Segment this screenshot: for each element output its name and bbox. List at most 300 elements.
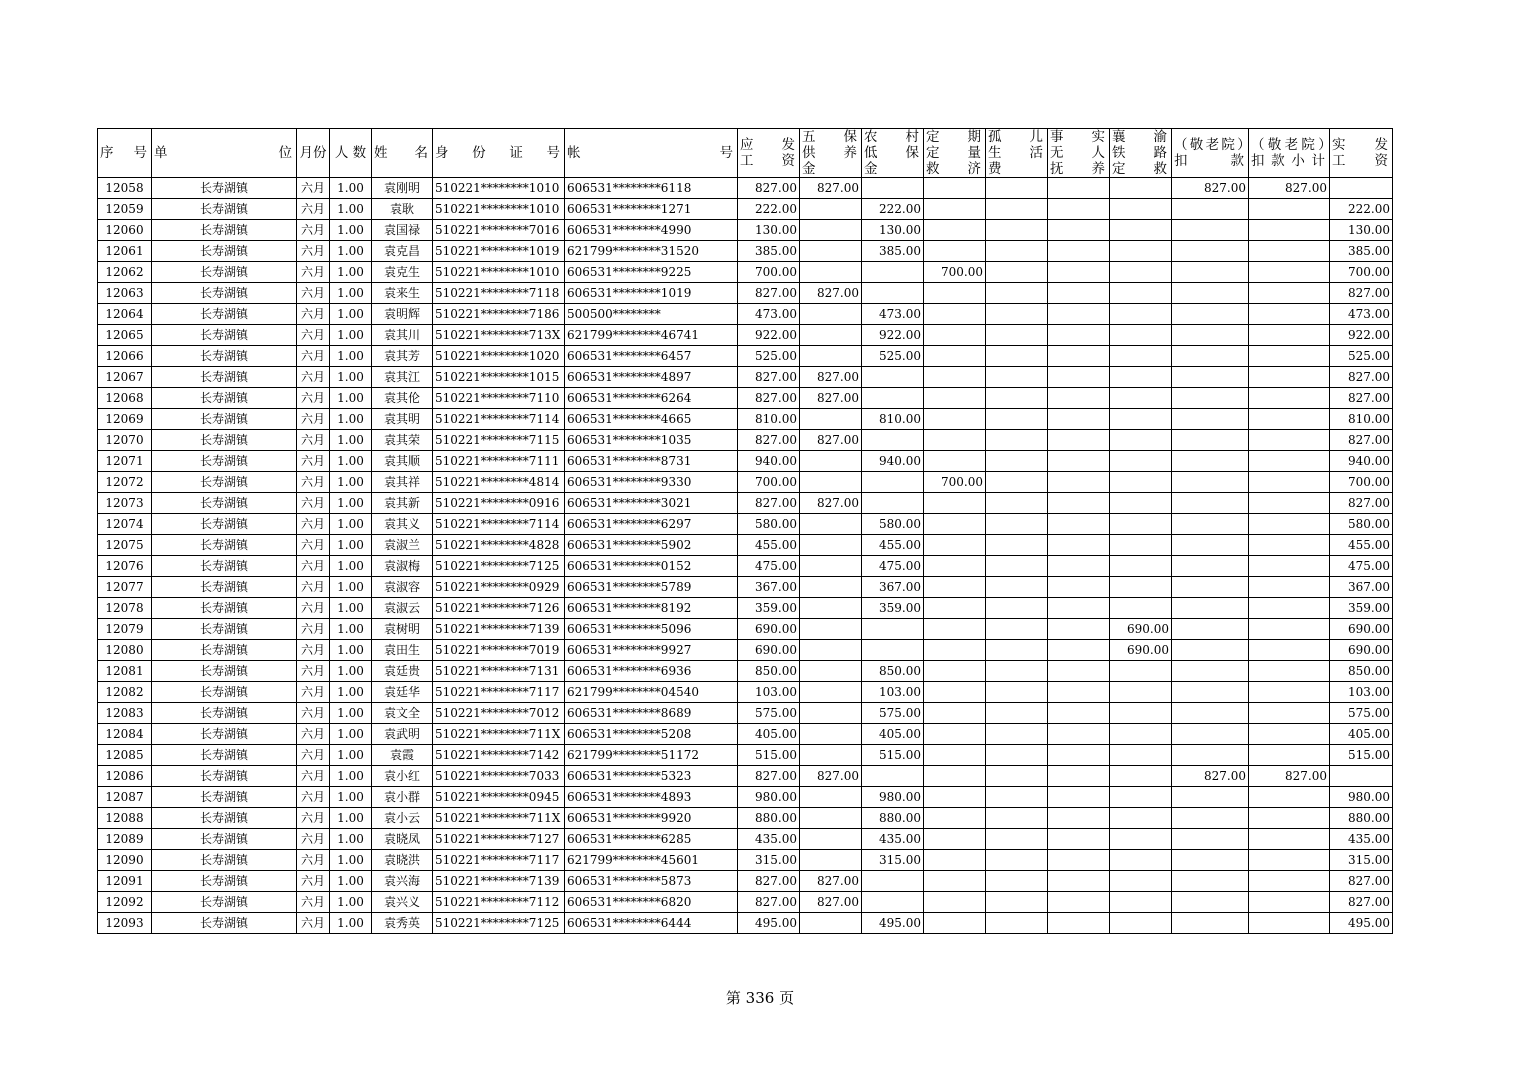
cell-nursing-home-deduction-subtotal [1249,640,1330,661]
cell-net-pay: 827.00 [1330,367,1393,388]
cell-rural-dibao: 473.00 [862,304,924,325]
header-xiangyu-railway-relief: 襄 渝 铁 路 定 救 [1110,129,1172,178]
cell-gross-pay: 827.00 [738,283,800,304]
table-row [98,220,1393,241]
cell-five-guarantee [800,577,862,598]
cell-five-guarantee [800,325,862,346]
cell-seq: 12075 [98,535,152,556]
cell-id-number: 510221********7118 [433,283,565,304]
cell-rural-dibao [862,262,924,283]
cell-xiangyu-railway-relief [1110,724,1172,745]
cell-month: 六月 [297,703,330,724]
table-row [98,787,1393,808]
cell-xiangyu-railway-relief [1110,787,1172,808]
cell-month: 六月 [297,178,330,199]
cell-fixed-relief [924,451,986,472]
cell-seq: 12066 [98,346,152,367]
cell-nursing-home-deduction [1172,388,1249,409]
cell-seq: 12092 [98,892,152,913]
cell-fixed-relief [924,388,986,409]
cell-count: 1.00 [330,661,372,682]
cell-unit: 长寿湖镇 [152,346,297,367]
header-name: 姓 名 [372,129,433,178]
cell-id-number: 510221********1010 [433,178,565,199]
cell-count: 1.00 [330,325,372,346]
cell-seq: 12082 [98,682,152,703]
cell-orphan-living [986,829,1048,850]
cell-account: 606531********6936 [565,661,738,682]
cell-id-number: 510221********7019 [433,640,565,661]
cell-five-guarantee [800,409,862,430]
cell-de-facto-unsupported [1048,283,1110,304]
cell-de-facto-unsupported [1048,514,1110,535]
cell-de-facto-unsupported [1048,556,1110,577]
cell-name: 袁其顺 [372,451,433,472]
cell-month: 六月 [297,262,330,283]
cell-month: 六月 [297,892,330,913]
cell-orphan-living [986,850,1048,871]
cell-gross-pay: 922.00 [738,325,800,346]
cell-nursing-home-deduction [1172,514,1249,535]
cell-five-guarantee: 827.00 [800,367,862,388]
cell-gross-pay: 515.00 [738,745,800,766]
cell-orphan-living [986,325,1048,346]
cell-xiangyu-railway-relief [1110,178,1172,199]
cell-orphan-living [986,430,1048,451]
cell-id-number: 510221********1019 [433,241,565,262]
cell-month: 六月 [297,871,330,892]
cell-account: 606531********6297 [565,514,738,535]
cell-de-facto-unsupported [1048,787,1110,808]
cell-id-number: 510221********1020 [433,346,565,367]
cell-month: 六月 [297,598,330,619]
cell-orphan-living [986,766,1048,787]
cell-month: 六月 [297,472,330,493]
cell-nursing-home-deduction-subtotal: 827.00 [1249,178,1330,199]
cell-name: 袁兴义 [372,892,433,913]
cell-unit: 长寿湖镇 [152,262,297,283]
header-orphan-living: 孤 儿 生 活 费 [986,129,1048,178]
cell-xiangyu-railway-relief: 690.00 [1110,619,1172,640]
table-row [98,871,1393,892]
cell-nursing-home-deduction [1172,535,1249,556]
cell-unit: 长寿湖镇 [152,703,297,724]
cell-orphan-living [986,283,1048,304]
cell-net-pay: 580.00 [1330,514,1393,535]
header-nursing-home-deduction: （敬老院）扣 款 [1172,129,1249,178]
cell-account: 606531********4665 [565,409,738,430]
cell-name: 袁田生 [372,640,433,661]
cell-name: 袁其义 [372,514,433,535]
cell-seq: 12093 [98,913,152,934]
cell-xiangyu-railway-relief [1110,514,1172,535]
cell-nursing-home-deduction [1172,577,1249,598]
cell-de-facto-unsupported [1048,262,1110,283]
cell-de-facto-unsupported [1048,430,1110,451]
cell-name: 袁国禄 [372,220,433,241]
cell-five-guarantee [800,850,862,871]
cell-count: 1.00 [330,304,372,325]
cell-unit: 长寿湖镇 [152,577,297,598]
cell-account: 621799********51172 [565,745,738,766]
cell-fixed-relief [924,220,986,241]
cell-five-guarantee [800,304,862,325]
cell-xiangyu-railway-relief [1110,493,1172,514]
table-row [98,535,1393,556]
cell-gross-pay: 475.00 [738,556,800,577]
cell-fixed-relief [924,367,986,388]
cell-fixed-relief [924,430,986,451]
cell-five-guarantee [800,808,862,829]
cell-count: 1.00 [330,892,372,913]
cell-seq: 12083 [98,703,152,724]
cell-nursing-home-deduction-subtotal [1249,808,1330,829]
cell-net-pay: 827.00 [1330,892,1393,913]
cell-count: 1.00 [330,430,372,451]
cell-orphan-living [986,682,1048,703]
cell-nursing-home-deduction-subtotal [1249,892,1330,913]
cell-name: 袁小云 [372,808,433,829]
cell-xiangyu-railway-relief [1110,451,1172,472]
cell-month: 六月 [297,829,330,850]
header-de-facto-unsupported: 事 实 无 人 抚 养 [1048,129,1110,178]
cell-count: 1.00 [330,577,372,598]
cell-five-guarantee [800,535,862,556]
cell-de-facto-unsupported [1048,598,1110,619]
cell-nursing-home-deduction-subtotal [1249,514,1330,535]
cell-nursing-home-deduction-subtotal [1249,787,1330,808]
cell-nursing-home-deduction [1172,640,1249,661]
cell-gross-pay: 827.00 [738,892,800,913]
cell-de-facto-unsupported [1048,367,1110,388]
cell-seq: 12058 [98,178,152,199]
cell-month: 六月 [297,682,330,703]
cell-nursing-home-deduction [1172,409,1249,430]
cell-xiangyu-railway-relief [1110,283,1172,304]
cell-unit: 长寿湖镇 [152,640,297,661]
cell-nursing-home-deduction [1172,850,1249,871]
cell-seq: 12089 [98,829,152,850]
cell-name: 袁耿 [372,199,433,220]
table-row [98,640,1393,661]
cell-id-number: 510221********711X [433,808,565,829]
cell-xiangyu-railway-relief [1110,871,1172,892]
cell-xiangyu-railway-relief [1110,367,1172,388]
cell-net-pay: 525.00 [1330,346,1393,367]
cell-id-number: 510221********7125 [433,913,565,934]
cell-count: 1.00 [330,766,372,787]
cell-name: 袁其川 [372,325,433,346]
cell-de-facto-unsupported [1048,535,1110,556]
cell-five-guarantee [800,451,862,472]
cell-de-facto-unsupported [1048,346,1110,367]
cell-month: 六月 [297,430,330,451]
cell-nursing-home-deduction-subtotal [1249,871,1330,892]
cell-month: 六月 [297,808,330,829]
cell-xiangyu-railway-relief [1110,703,1172,724]
table-row [98,703,1393,724]
cell-unit: 长寿湖镇 [152,430,297,451]
cell-seq: 12090 [98,850,152,871]
cell-fixed-relief [924,829,986,850]
cell-xiangyu-railway-relief [1110,535,1172,556]
cell-de-facto-unsupported [1048,913,1110,934]
cell-gross-pay: 575.00 [738,703,800,724]
cell-seq: 12077 [98,577,152,598]
cell-id-number: 510221********7139 [433,619,565,640]
cell-gross-pay: 827.00 [738,388,800,409]
cell-month: 六月 [297,535,330,556]
cell-account: 606531********5789 [565,577,738,598]
cell-rural-dibao [862,493,924,514]
table-row [98,850,1393,871]
cell-xiangyu-railway-relief [1110,661,1172,682]
cell-de-facto-unsupported [1048,724,1110,745]
cell-net-pay: 405.00 [1330,724,1393,745]
cell-account: 606531********6118 [565,178,738,199]
cell-month: 六月 [297,766,330,787]
cell-rural-dibao [862,430,924,451]
cell-orphan-living [986,913,1048,934]
cell-gross-pay: 525.00 [738,346,800,367]
cell-nursing-home-deduction [1172,871,1249,892]
table-row [98,514,1393,535]
cell-net-pay: 435.00 [1330,829,1393,850]
cell-month: 六月 [297,451,330,472]
cell-id-number: 510221********4828 [433,535,565,556]
cell-count: 1.00 [330,745,372,766]
cell-nursing-home-deduction-subtotal [1249,493,1330,514]
cell-gross-pay: 222.00 [738,199,800,220]
cell-de-facto-unsupported [1048,745,1110,766]
cell-nursing-home-deduction [1172,556,1249,577]
cell-de-facto-unsupported [1048,325,1110,346]
cell-rural-dibao: 405.00 [862,724,924,745]
cell-rural-dibao: 455.00 [862,535,924,556]
cell-name: 袁其荣 [372,430,433,451]
cell-name: 袁克昌 [372,241,433,262]
cell-orphan-living [986,745,1048,766]
cell-rural-dibao: 810.00 [862,409,924,430]
table-row [98,661,1393,682]
cell-count: 1.00 [330,598,372,619]
cell-de-facto-unsupported [1048,577,1110,598]
cell-name: 袁其祥 [372,472,433,493]
cell-orphan-living [986,241,1048,262]
cell-orphan-living [986,556,1048,577]
table-row [98,367,1393,388]
table-row [98,724,1393,745]
cell-id-number: 510221********7131 [433,661,565,682]
cell-unit: 长寿湖镇 [152,766,297,787]
cell-five-guarantee [800,598,862,619]
table-row [98,325,1393,346]
cell-nursing-home-deduction [1172,619,1249,640]
cell-seq: 12073 [98,493,152,514]
cell-rural-dibao: 315.00 [862,850,924,871]
cell-fixed-relief [924,661,986,682]
cell-count: 1.00 [330,913,372,934]
cell-name: 袁淑容 [372,577,433,598]
cell-rural-dibao: 130.00 [862,220,924,241]
cell-fixed-relief [924,556,986,577]
cell-five-guarantee [800,241,862,262]
cell-nursing-home-deduction [1172,451,1249,472]
cell-net-pay: 827.00 [1330,430,1393,451]
cell-nursing-home-deduction-subtotal [1249,430,1330,451]
cell-rural-dibao [862,619,924,640]
cell-month: 六月 [297,304,330,325]
cell-five-guarantee [800,514,862,535]
cell-gross-pay: 130.00 [738,220,800,241]
cell-orphan-living [986,472,1048,493]
cell-account: 606531********1035 [565,430,738,451]
cell-account: 606531********1271 [565,199,738,220]
cell-fixed-relief [924,703,986,724]
cell-net-pay: 475.00 [1330,556,1393,577]
cell-month: 六月 [297,388,330,409]
cell-de-facto-unsupported [1048,451,1110,472]
cell-xiangyu-railway-relief [1110,262,1172,283]
cell-net-pay: 473.00 [1330,304,1393,325]
cell-count: 1.00 [330,535,372,556]
cell-count: 1.00 [330,346,372,367]
cell-de-facto-unsupported [1048,619,1110,640]
cell-five-guarantee: 827.00 [800,388,862,409]
table-row [98,892,1393,913]
cell-unit: 长寿湖镇 [152,178,297,199]
cell-name: 袁小群 [372,787,433,808]
cell-unit: 长寿湖镇 [152,409,297,430]
cell-de-facto-unsupported [1048,850,1110,871]
cell-month: 六月 [297,640,330,661]
cell-month: 六月 [297,241,330,262]
cell-nursing-home-deduction [1172,262,1249,283]
cell-count: 1.00 [330,241,372,262]
cell-nursing-home-deduction-subtotal [1249,388,1330,409]
cell-account: 621799********31520 [565,241,738,262]
cell-xiangyu-railway-relief [1110,388,1172,409]
cell-id-number: 510221********1010 [433,262,565,283]
cell-five-guarantee: 827.00 [800,892,862,913]
cell-count: 1.00 [330,556,372,577]
cell-account: 621799********46741 [565,325,738,346]
table-row [98,388,1393,409]
cell-five-guarantee [800,913,862,934]
cell-gross-pay: 473.00 [738,304,800,325]
cell-net-pay: 515.00 [1330,745,1393,766]
table-row [98,682,1393,703]
cell-seq: 12059 [98,199,152,220]
table-row [98,577,1393,598]
cell-gross-pay: 435.00 [738,829,800,850]
cell-rural-dibao [862,871,924,892]
cell-orphan-living [986,808,1048,829]
cell-nursing-home-deduction-subtotal [1249,829,1330,850]
header-net-pay: 实 发 工 资 [1330,129,1393,178]
header-fixed-relief: 定 期 定 量 救 济 [924,129,986,178]
cell-id-number: 510221********713X [433,325,565,346]
cell-account: 606531********9927 [565,640,738,661]
cell-unit: 长寿湖镇 [152,304,297,325]
cell-de-facto-unsupported [1048,388,1110,409]
table-row [98,556,1393,577]
cell-fixed-relief [924,913,986,934]
cell-fixed-relief [924,808,986,829]
cell-rural-dibao [862,472,924,493]
cell-nursing-home-deduction [1172,892,1249,913]
header-five-guarantee: 五 保 供 养 金 [800,129,862,178]
cell-unit: 长寿湖镇 [152,745,297,766]
cell-gross-pay: 359.00 [738,598,800,619]
cell-account: 606531********6264 [565,388,738,409]
table-row [98,598,1393,619]
cell-name: 袁淑兰 [372,535,433,556]
cell-five-guarantee [800,199,862,220]
header-nursing-home-deduction-subtotal: （敬老院）扣款小计 [1249,129,1330,178]
cell-rural-dibao: 575.00 [862,703,924,724]
cell-month: 六月 [297,913,330,934]
cell-fixed-relief [924,640,986,661]
cell-xiangyu-railway-relief [1110,577,1172,598]
cell-seq: 12085 [98,745,152,766]
cell-nursing-home-deduction-subtotal [1249,241,1330,262]
cell-nursing-home-deduction-subtotal [1249,556,1330,577]
cell-gross-pay: 455.00 [738,535,800,556]
cell-de-facto-unsupported [1048,640,1110,661]
cell-id-number: 510221********7125 [433,556,565,577]
cell-name: 袁其芳 [372,346,433,367]
cell-month: 六月 [297,556,330,577]
cell-nursing-home-deduction-subtotal [1249,598,1330,619]
cell-nursing-home-deduction-subtotal [1249,262,1330,283]
cell-gross-pay: 315.00 [738,850,800,871]
cell-fixed-relief [924,724,986,745]
cell-gross-pay: 405.00 [738,724,800,745]
cell-id-number: 510221********7117 [433,850,565,871]
cell-xiangyu-railway-relief [1110,430,1172,451]
cell-de-facto-unsupported [1048,661,1110,682]
cell-five-guarantee [800,703,862,724]
cell-account: 606531********1019 [565,283,738,304]
cell-seq: 12081 [98,661,152,682]
cell-orphan-living [986,640,1048,661]
cell-rural-dibao: 359.00 [862,598,924,619]
cell-unit: 长寿湖镇 [152,199,297,220]
cell-name: 袁晓凤 [372,829,433,850]
cell-count: 1.00 [330,451,372,472]
cell-name: 袁淑云 [372,598,433,619]
cell-gross-pay: 980.00 [738,787,800,808]
cell-count: 1.00 [330,640,372,661]
cell-xiangyu-railway-relief: 690.00 [1110,640,1172,661]
cell-id-number: 510221********0945 [433,787,565,808]
cell-count: 1.00 [330,829,372,850]
cell-rural-dibao [862,367,924,388]
cell-seq: 12076 [98,556,152,577]
cell-de-facto-unsupported [1048,871,1110,892]
cell-net-pay: 850.00 [1330,661,1393,682]
cell-unit: 长寿湖镇 [152,787,297,808]
cell-five-guarantee [800,682,862,703]
cell-rural-dibao [862,766,924,787]
cell-account: 606531********8689 [565,703,738,724]
cell-id-number: 510221********7142 [433,745,565,766]
cell-rural-dibao: 980.00 [862,787,924,808]
cell-net-pay: 690.00 [1330,640,1393,661]
cell-xiangyu-railway-relief [1110,808,1172,829]
cell-unit: 长寿湖镇 [152,493,297,514]
